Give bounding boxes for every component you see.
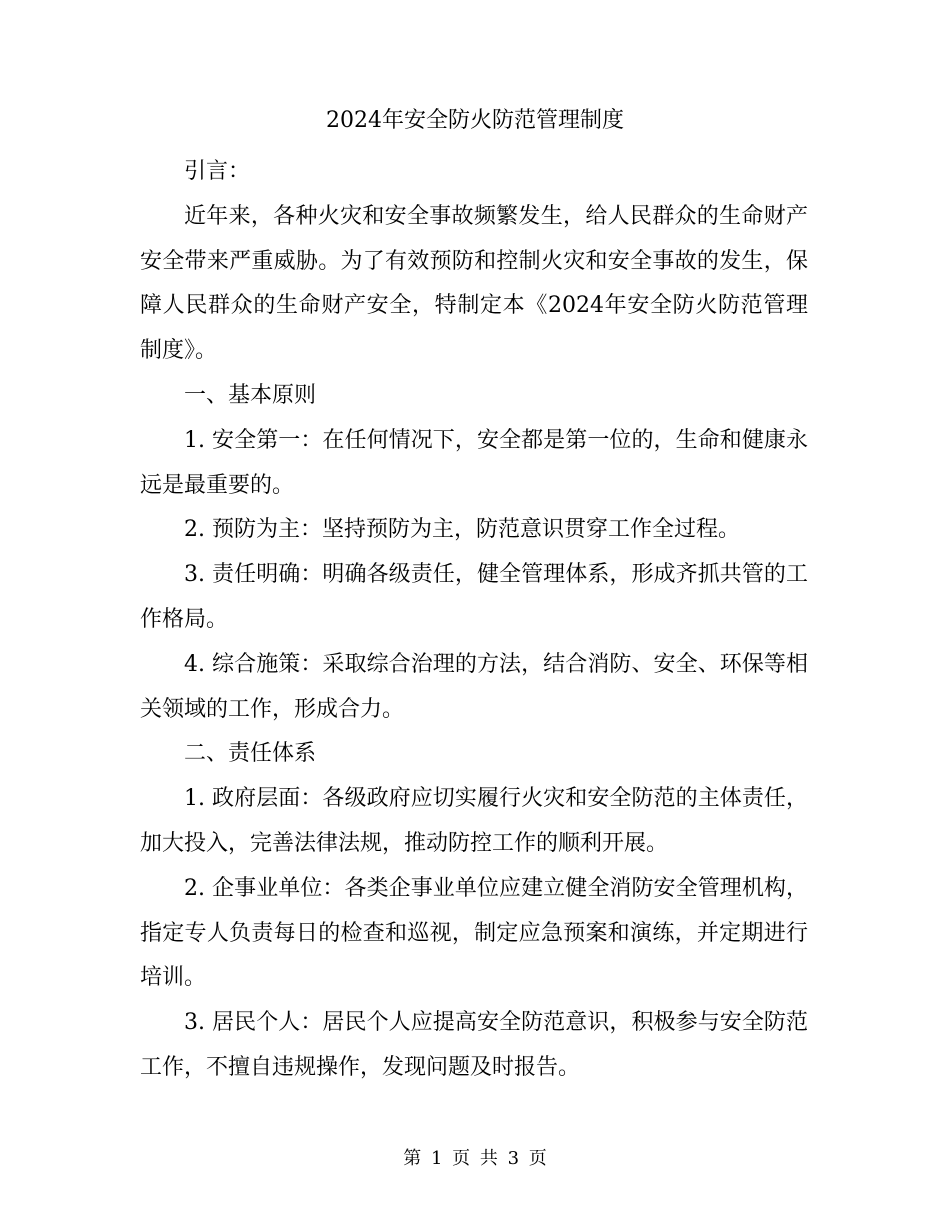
list-item: 2. 企事业单位：各类企事业单位应建立健全消防安全管理机构，指定专人负责每日的检查和巡视，制定应急预案和演练，并定期进行培训。 <box>140 875 808 991</box>
section-heading-responsibility: 二、责任体系 <box>184 741 317 767</box>
section-heading-principles: 一、基本原则 <box>184 382 317 408</box>
list-item: 3. 居民个人：居民个人应提高安全防范意识，积极参与安全防范工作，不擅自违规操作，发现问题及时报告。 <box>140 1010 808 1080</box>
list-item: 2. 预防为主：坚持预防为主，防范意识贯穿工作全过程。 <box>184 517 740 543</box>
paragraph-intro: 近年来，各种火灾和安全事故频繁发生，给人民群众的生命财产安全带来严重威胁。为了有效预防和控制火灾和安全事故的发生，保障人民群众的生命财产安全，特制定本《2024年安全防火防范管理制度》。 <box>140 203 808 364</box>
document-body <box>140 150 808 1091</box>
list-item: 4. 综合施策：采取综合治理的方法，结合消防、安全、环保等相关领域的工作，形成合力。 <box>140 651 808 722</box>
paragraph-intro-label: 引言： <box>184 159 251 184</box>
list-item: 3. 责任明确：明确各级责任，健全管理体系，形成齐抓共管的工作格局。 <box>140 562 808 632</box>
list-item: 1. 政府层面：各级政府应切实履行火灾和安全防范的主体责任，加大投入，完善法律法规，推动防控工作的顺利开展。 <box>140 786 808 856</box>
list-item: 1. 安全第一：在任何情况下，安全都是第一位的，生命和健康永远是最重要的。 <box>140 427 808 498</box>
document-title: 2024年安全防火防范管理制度 <box>326 108 624 133</box>
page-footer: 第 1 页 共 3 页 <box>403 1148 547 1169</box>
